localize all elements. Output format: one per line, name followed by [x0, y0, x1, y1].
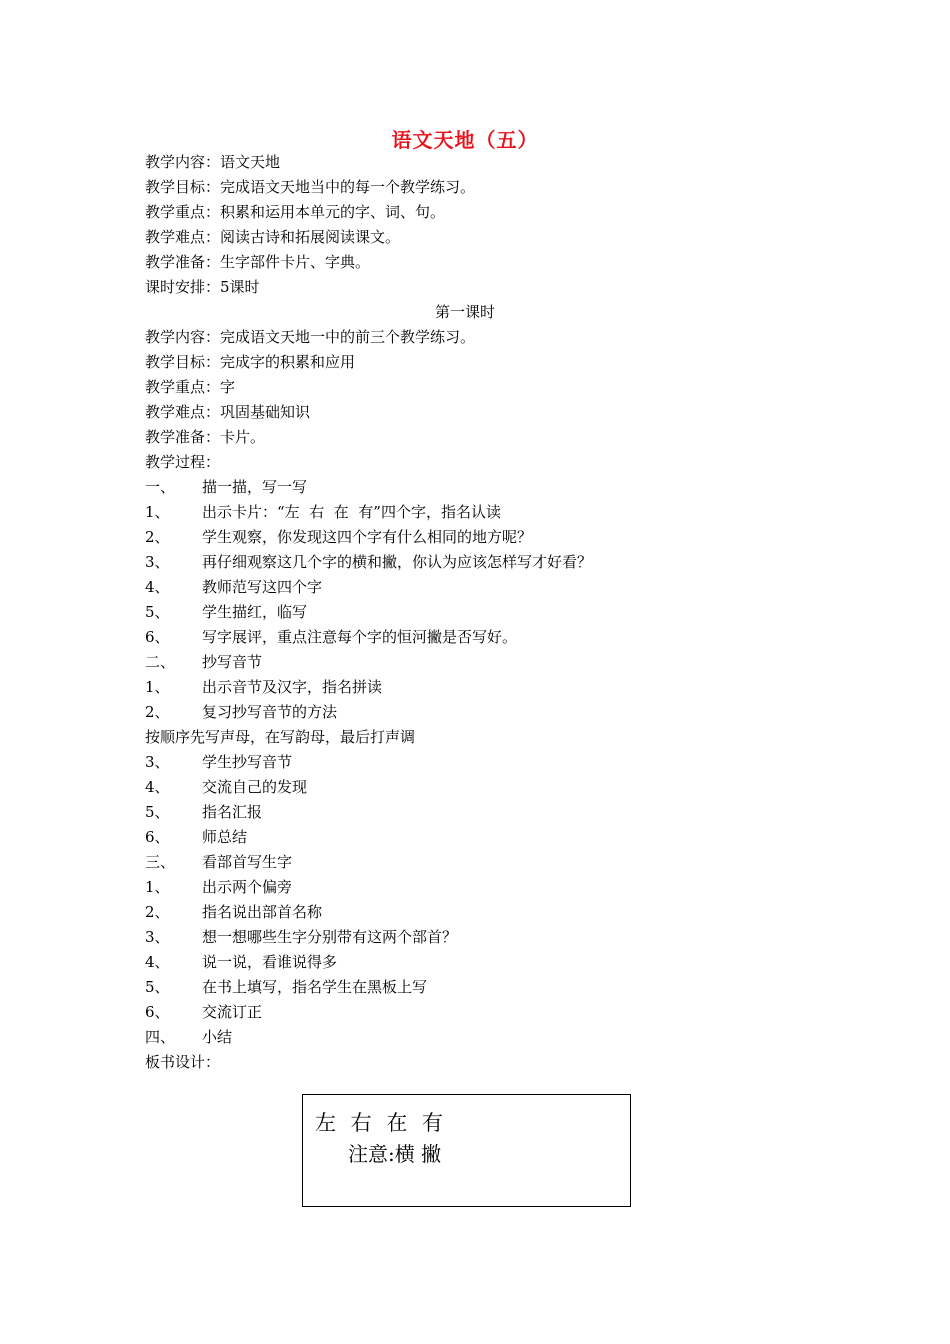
step-text: 看部首写生字: [202, 853, 293, 871]
step-text: 在书上填写，指名学生在黑板上写: [202, 978, 428, 996]
step-item: [145, 775, 785, 800]
step-number: 5、: [145, 803, 170, 821]
step-item: [145, 650, 785, 675]
step-item: [145, 550, 785, 575]
step-text: 师总结: [202, 828, 248, 846]
step-text: 写字展评，重点注意每个字的恒河撇是否写好。: [202, 628, 518, 646]
step-item: [145, 875, 785, 900]
header-section: [145, 150, 785, 300]
step-text: 教师范写这四个字: [202, 578, 323, 596]
step-item: [145, 1025, 785, 1050]
teaching-steps: [145, 475, 785, 1050]
step-number: 1、: [145, 503, 170, 521]
step-item: [145, 675, 785, 700]
step-number: 2、: [145, 903, 170, 921]
step-item: [145, 700, 785, 725]
step-text: 交流订正: [202, 1003, 263, 1021]
step-item: [145, 900, 785, 925]
board-label: 板书设计：: [145, 1053, 221, 1071]
board-line-note: 注意:横 撇: [348, 1142, 442, 1166]
document-title: 语文天地（五）: [391, 128, 539, 152]
step-item: [145, 750, 785, 775]
step-item: [145, 950, 785, 975]
lesson-line: 教学重点：字: [145, 378, 236, 396]
step-item: [145, 525, 785, 550]
lesson-line: 教学目标：完成字的积累和应用: [145, 353, 356, 371]
board-line-characters: 左 右 在 有: [315, 1111, 448, 1135]
header-line: 教学难点：阅读古诗和拓展阅读课文。: [145, 228, 401, 246]
step-number: 1、: [145, 678, 170, 696]
step-item: [145, 475, 785, 500]
step-number: 4、: [145, 778, 170, 796]
step-number: 一、: [145, 478, 176, 496]
step-number: 5、: [145, 978, 170, 996]
step-text: 复习抄写音节的方法: [202, 703, 338, 721]
step-text: 说一说，看谁说得多: [202, 953, 338, 971]
step-text: 描一描，写一写: [202, 478, 308, 496]
step-text: 学生抄写音节: [202, 753, 293, 771]
step-number: 4、: [145, 953, 170, 971]
header-line: 教学内容：语文天地: [145, 153, 281, 171]
step-number: 3、: [145, 928, 170, 946]
blackboard-design-box: [302, 1094, 631, 1207]
document-body: [145, 150, 785, 1075]
step-number: 3、: [145, 553, 170, 571]
step-item: [145, 825, 785, 850]
header-line: 教学准备：生字部件卡片、字典。: [145, 253, 371, 271]
step-number: 2、: [145, 703, 170, 721]
lesson-section: [145, 325, 785, 475]
step-item: [145, 625, 785, 650]
step-item: [145, 600, 785, 625]
step-text: 出示卡片：“左 右 在 有”四个字，指名认读: [202, 503, 501, 521]
step-number: 1、: [145, 878, 170, 896]
step-number: 6、: [145, 628, 170, 646]
header-line: 教学重点：积累和运用本单元的字、词、句。: [145, 203, 446, 221]
step-text: 再仔细观察这几个字的横和撇，你认为应该怎样写才好看？: [202, 553, 593, 571]
step-text: 小结: [202, 1028, 233, 1046]
step-item: [145, 975, 785, 1000]
step-text: 想一想哪些生字分别带有这两个部首？: [202, 928, 458, 946]
step-item: [145, 500, 785, 525]
lesson-line: 教学难点：巩固基础知识: [145, 403, 311, 421]
step-item: [145, 850, 785, 875]
step-number: 四、: [145, 1028, 176, 1046]
lesson-line: 教学准备：卡片。: [145, 428, 266, 446]
step-number: 2、: [145, 528, 170, 546]
step-text: 学生观察，你发现这四个字有什么相同的地方呢？: [202, 528, 533, 546]
header-line: 课时安排：5课时: [145, 278, 260, 296]
step-number: 三、: [145, 853, 176, 871]
step-text: 抄写音节: [202, 653, 263, 671]
step-item: [145, 725, 785, 750]
step-number: 4、: [145, 578, 170, 596]
step-item: [145, 575, 785, 600]
step-item: [145, 925, 785, 950]
step-text: 学生描红，临写: [202, 603, 308, 621]
lesson-line: 教学过程：: [145, 453, 221, 471]
step-text: 指名说出部首名称: [202, 903, 323, 921]
step-text: 按顺序先写声母，在写韵母，最后打声调: [145, 728, 416, 746]
lesson-title: 第一课时: [435, 303, 496, 321]
step-number: 二、: [145, 653, 176, 671]
step-number: 3、: [145, 753, 170, 771]
step-item: [145, 1000, 785, 1025]
step-number: 6、: [145, 1003, 170, 1021]
lesson-line: 教学内容：完成语文天地一中的前三个教学练习。: [145, 328, 476, 346]
step-item: [145, 800, 785, 825]
step-number: 5、: [145, 603, 170, 621]
step-text: 交流自己的发现: [202, 778, 308, 796]
step-number: 6、: [145, 828, 170, 846]
step-text: 出示音节及汉字，指名拼读: [202, 678, 383, 696]
step-text: 出示两个偏旁: [202, 878, 293, 896]
header-line: 教学目标：完成语文天地当中的每一个教学练习。: [145, 178, 476, 196]
step-text: 指名汇报: [202, 803, 263, 821]
